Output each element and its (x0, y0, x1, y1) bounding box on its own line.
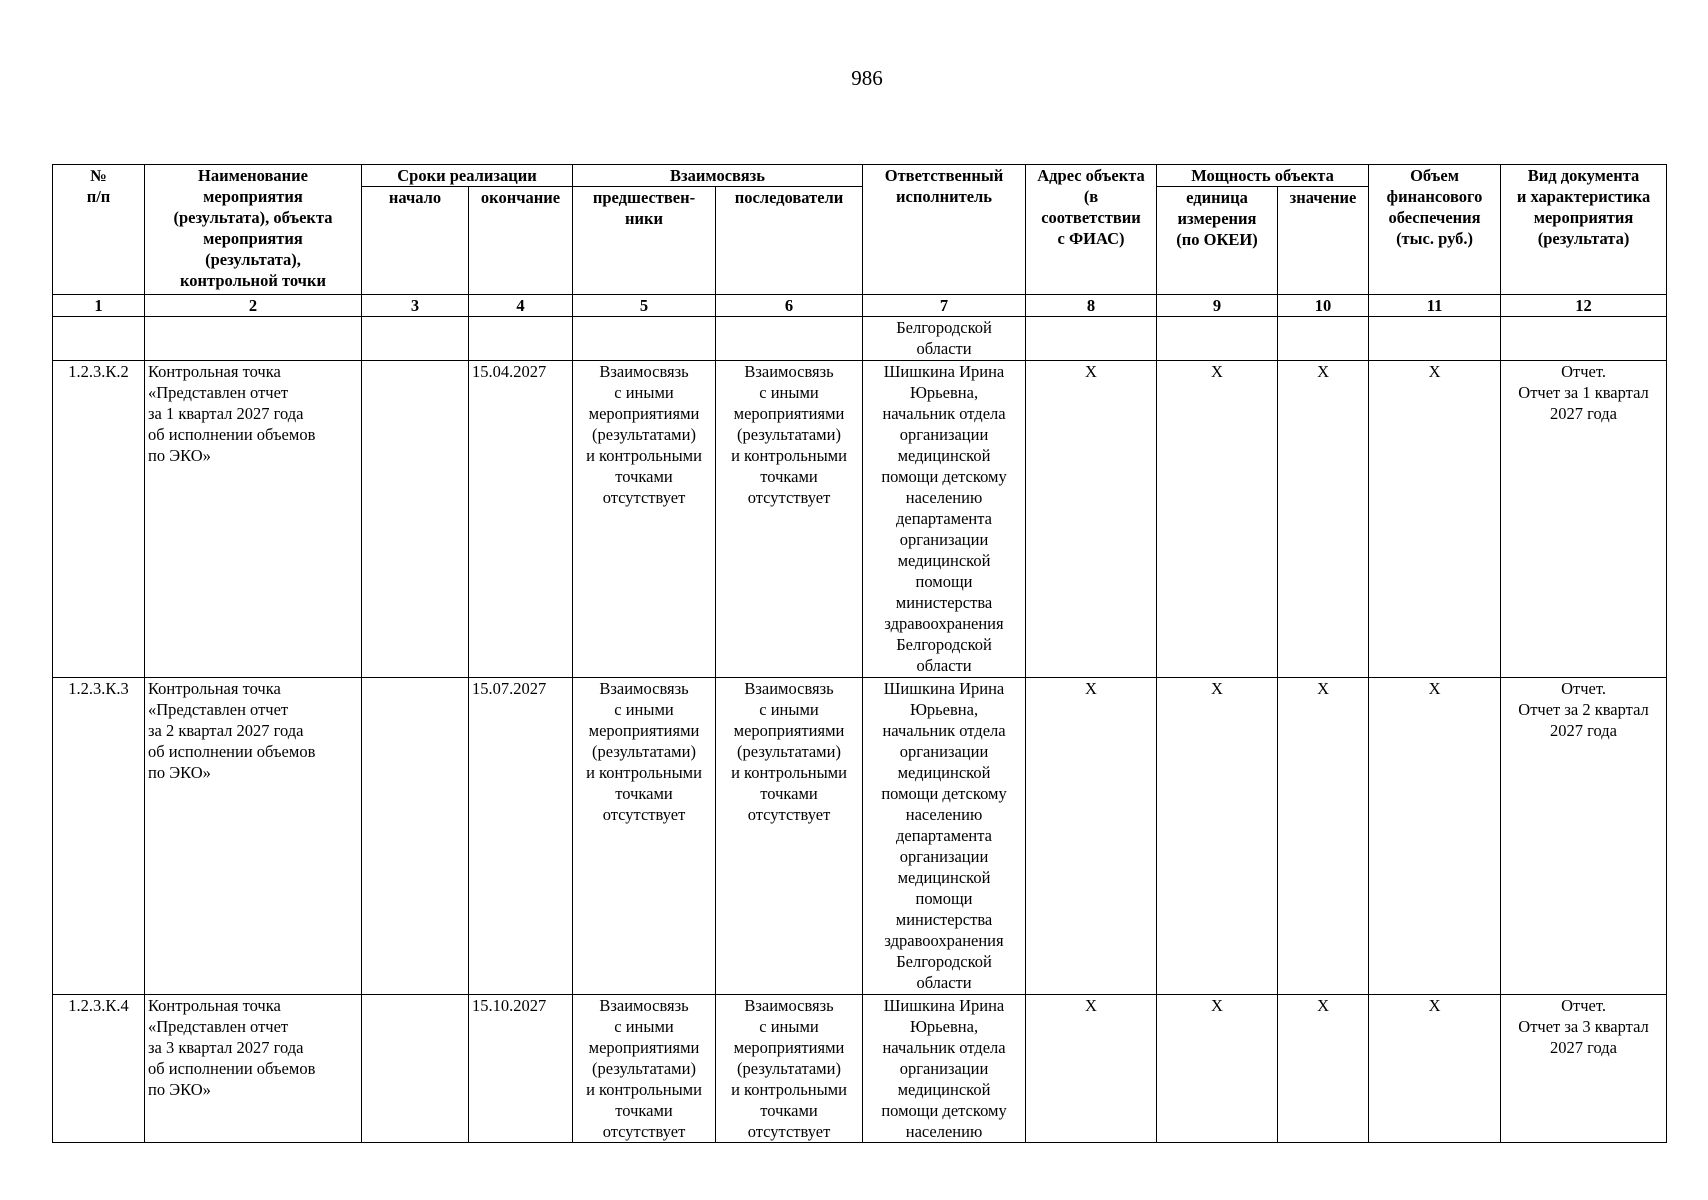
column-number: 1 (53, 295, 145, 317)
column-number: 11 (1369, 295, 1501, 317)
column-number: 2 (145, 295, 362, 317)
row-id: 1.2.3.К.3 (53, 678, 145, 995)
row-predecessors: Взаимосвязь с иными мероприятиями (результатами) и контрольными точками отсутствует (573, 361, 716, 678)
row-value: X (1278, 995, 1369, 1143)
row-name: Контрольная точка «Представлен отчет за 1 квартал 2027 года об исполнении объемов по ЭКО» (145, 361, 362, 678)
row-doc: Отчет. Отчет за 1 квартал 2027 года (1501, 361, 1667, 678)
header-predecessors: предшествен- ники (573, 187, 716, 295)
empty-cell (1369, 317, 1501, 361)
header-dates: Сроки реализации (362, 165, 573, 187)
row-id: 1.2.3.К.2 (53, 361, 145, 678)
column-number: 8 (1026, 295, 1157, 317)
empty-cell (53, 317, 145, 361)
row-funding: X (1369, 361, 1501, 678)
page-number: 986 (851, 66, 883, 90)
row-start (362, 361, 469, 678)
row-doc: Отчет. Отчет за 2 квартал 2027 года (1501, 678, 1667, 995)
row-responsible: Шишкина Ирина Юрьевна, начальник отдела организации медицинской помощи детскому населению департамента организации медицинской помощи министерства здравоохранения Белгородской области (863, 678, 1026, 995)
row-funding: X (1369, 678, 1501, 995)
row-end: 15.10.2027 (469, 995, 573, 1143)
header-name: Наименование мероприятия (результата), объекта мероприятия (результата), контрольной точки (145, 165, 362, 295)
header-funding: Объем финансового обеспечения (тыс. руб.) (1369, 165, 1501, 295)
header-successors: последователи (716, 187, 863, 295)
row-unit: X (1157, 995, 1278, 1143)
header-num: № п/п (53, 165, 145, 295)
row-value: X (1278, 361, 1369, 678)
table-row (53, 361, 1667, 678)
header-capacity: Мощность объекта (1157, 165, 1369, 187)
row-address: X (1026, 995, 1157, 1143)
header-value: значение (1278, 187, 1369, 295)
row-responsible: Шишкина Ирина Юрьевна, начальник отдела организации медицинской помощи детскому населению департамента организации медицинской помощи министерства здравоохранения Белгородской области (863, 361, 1026, 678)
column-number: 6 (716, 295, 863, 317)
header-end: окончание (469, 187, 573, 295)
column-number: 12 (1501, 295, 1667, 317)
row-responsible: Шишкина Ирина Юрьевна, начальник отдела организации медицинской помощи детскому населению (863, 995, 1026, 1143)
column-number: 4 (469, 295, 573, 317)
header-row-1 (53, 165, 1667, 187)
continuation-row (53, 317, 1667, 361)
row-name: Контрольная точка «Представлен отчет за 2 квартал 2027 года об исполнении объемов по ЭКО» (145, 678, 362, 995)
column-number-row (53, 295, 1667, 317)
empty-cell (1157, 317, 1278, 361)
empty-cell (469, 317, 573, 361)
row-address: X (1026, 361, 1157, 678)
empty-cell (1026, 317, 1157, 361)
empty-cell (1501, 317, 1667, 361)
row-end: 15.04.2027 (469, 361, 573, 678)
header-address: Адрес объекта (в соответствии с ФИАС) (1026, 165, 1157, 295)
row-funding: X (1369, 995, 1501, 1143)
row-predecessors: Взаимосвязь с иными мероприятиями (результатами) и контрольными точками отсутствует (573, 678, 716, 995)
row-successors: Взаимосвязь с иными мероприятиями (результатами) и контрольными точками отсутствует (716, 361, 863, 678)
empty-cell (145, 317, 362, 361)
header-links: Взаимосвязь (573, 165, 863, 187)
column-number: 3 (362, 295, 469, 317)
row-name: Контрольная точка «Представлен отчет за 3 квартал 2027 года об исполнении объемов по ЭКО» (145, 995, 362, 1143)
row-successors: Взаимосвязь с иными мероприятиями (результатами) и контрольными точками отсутствует (716, 678, 863, 995)
row-value: X (1278, 678, 1369, 995)
row-start (362, 995, 469, 1143)
table-row (53, 678, 1667, 995)
row-unit: X (1157, 361, 1278, 678)
row-id: 1.2.3.К.4 (53, 995, 145, 1143)
header-doc: Вид документа и характеристика мероприятия (результата) (1501, 165, 1667, 295)
row-unit: X (1157, 678, 1278, 995)
row-end: 15.07.2027 (469, 678, 573, 995)
column-number: 7 (863, 295, 1026, 317)
row-address: X (1026, 678, 1157, 995)
row-doc: Отчет. Отчет за 3 квартал 2027 года (1501, 995, 1667, 1143)
header-unit: единица измерения (по ОКЕИ) (1157, 187, 1278, 295)
column-number: 5 (573, 295, 716, 317)
column-number: 10 (1278, 295, 1369, 317)
header-start: начало (362, 187, 469, 295)
column-number: 9 (1157, 295, 1278, 317)
row-start (362, 678, 469, 995)
table-row (53, 995, 1667, 1143)
empty-cell (362, 317, 469, 361)
row-successors: Взаимосвязь с иными мероприятиями (результатами) и контрольными точками отсутствует (716, 995, 863, 1143)
empty-cell (573, 317, 716, 361)
continuation-responsible: Белгородской области (863, 317, 1026, 361)
header-responsible: Ответственный исполнитель (863, 165, 1026, 295)
empty-cell (716, 317, 863, 361)
empty-cell (1278, 317, 1369, 361)
plan-table (52, 164, 1667, 1143)
row-predecessors: Взаимосвязь с иными мероприятиями (результатами) и контрольными точками отсутствует (573, 995, 716, 1143)
